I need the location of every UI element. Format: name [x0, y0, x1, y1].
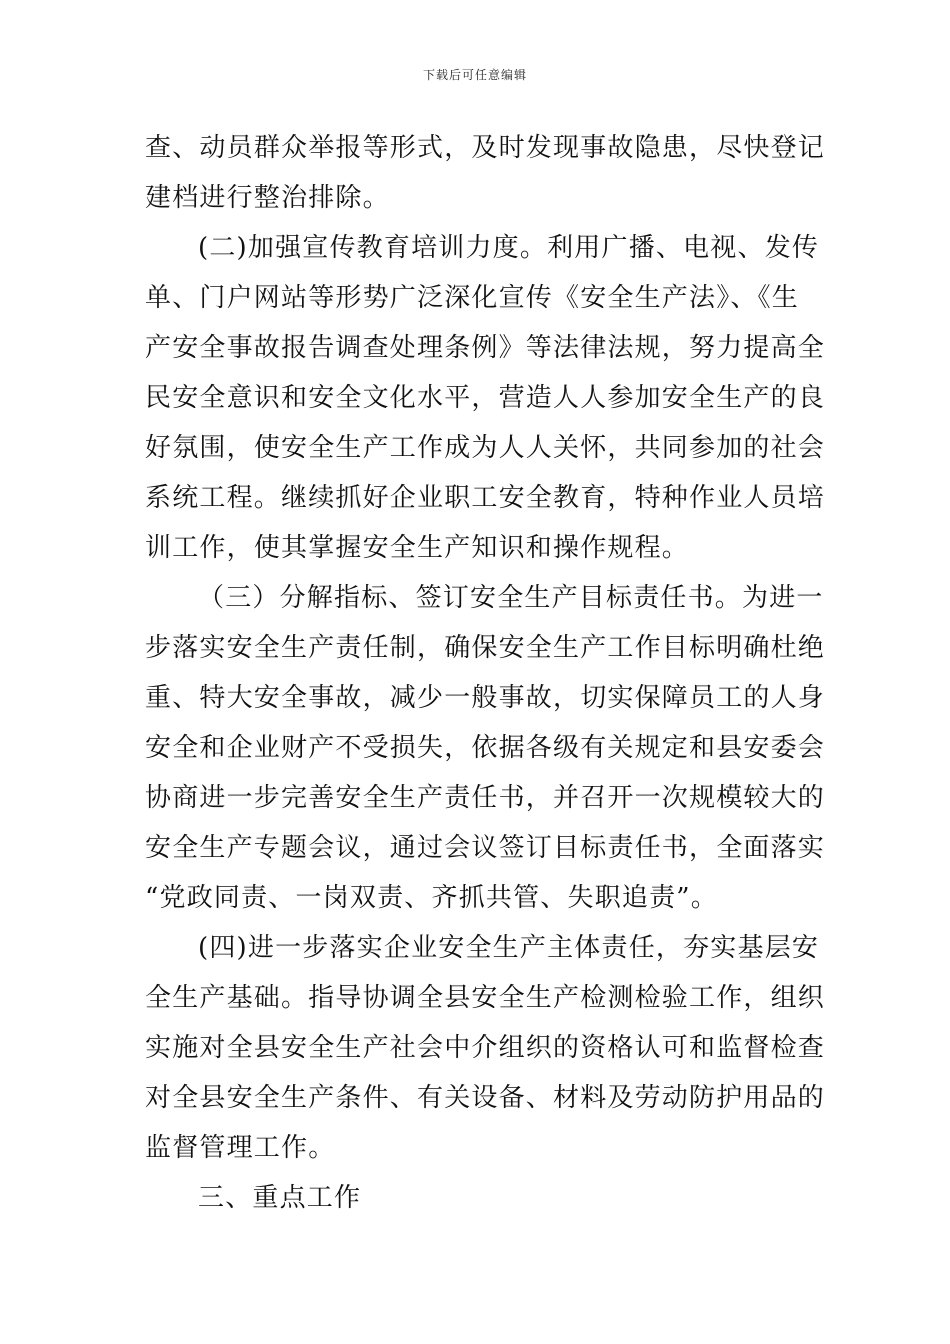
text-line: 民安全意识和安全文化水平，营造人人参加安全生产的良	[145, 383, 826, 413]
text-line: 产安全事故报告调查处理条例》等法律法规，努力提高全	[145, 333, 826, 363]
text-line: 步落实安全生产责任制，确保安全生产工作目标明确杜绝	[145, 633, 826, 663]
text-line: 训工作，使其掌握安全生产知识和操作规程。	[145, 533, 690, 563]
text-line: 安全和企业财产不受损失，依据各级有关规定和县安委会	[145, 733, 826, 763]
text-line: 安全生产专题会议，通过会议签订目标责任书，全面落实	[145, 833, 826, 863]
text-line: 建档进行整治排除。	[145, 183, 390, 213]
text-line: 重、特大安全事故，减少一般事故，切实保障员工的人身	[145, 683, 826, 713]
text-line: 对全县安全生产条件、有关设备、材料及劳动防护用品的	[145, 1083, 826, 1113]
text-line: 好氛围，使安全生产工作成为人人关怀，共同参加的社会	[145, 433, 826, 463]
text-line: 协商进一步完善安全生产责任书，并召开一次规模较大的	[145, 783, 826, 813]
text-line: “党政同责、一岗双责、齐抓共管、失职追责”。	[145, 883, 718, 913]
text-line: 监督管理工作。	[145, 1133, 336, 1163]
paragraph-start-line: (四)进一步落实企业安全生产主体责任，夯实基层安	[198, 933, 820, 963]
section-heading: 三、重点工作	[198, 1183, 362, 1213]
text-line: 全生产基础。指导协调全县安全生产检测检验工作，组织	[145, 983, 826, 1013]
text-line: 实施对全县安全生产社会中介组织的资格认可和监督检查	[145, 1033, 826, 1063]
text-line: 系统工程。继续抓好企业职工安全教育，特种作业人员培	[145, 483, 826, 513]
text-line: 单、门户网站等形势广泛深化宣传《安全生产法》、《生	[145, 283, 800, 313]
paragraph-start-line: (二)加强宣传教育培训力度。利用广播、电视、发传	[198, 233, 820, 263]
text-line: 查、动员群众举报等形式，及时发现事故隐患，尽快登记	[145, 133, 826, 163]
page-header: 下载后可任意编辑	[422, 68, 527, 82]
paragraph-start-line: （三）分解指标、签订安全生产目标责任书。为进一	[198, 583, 824, 613]
